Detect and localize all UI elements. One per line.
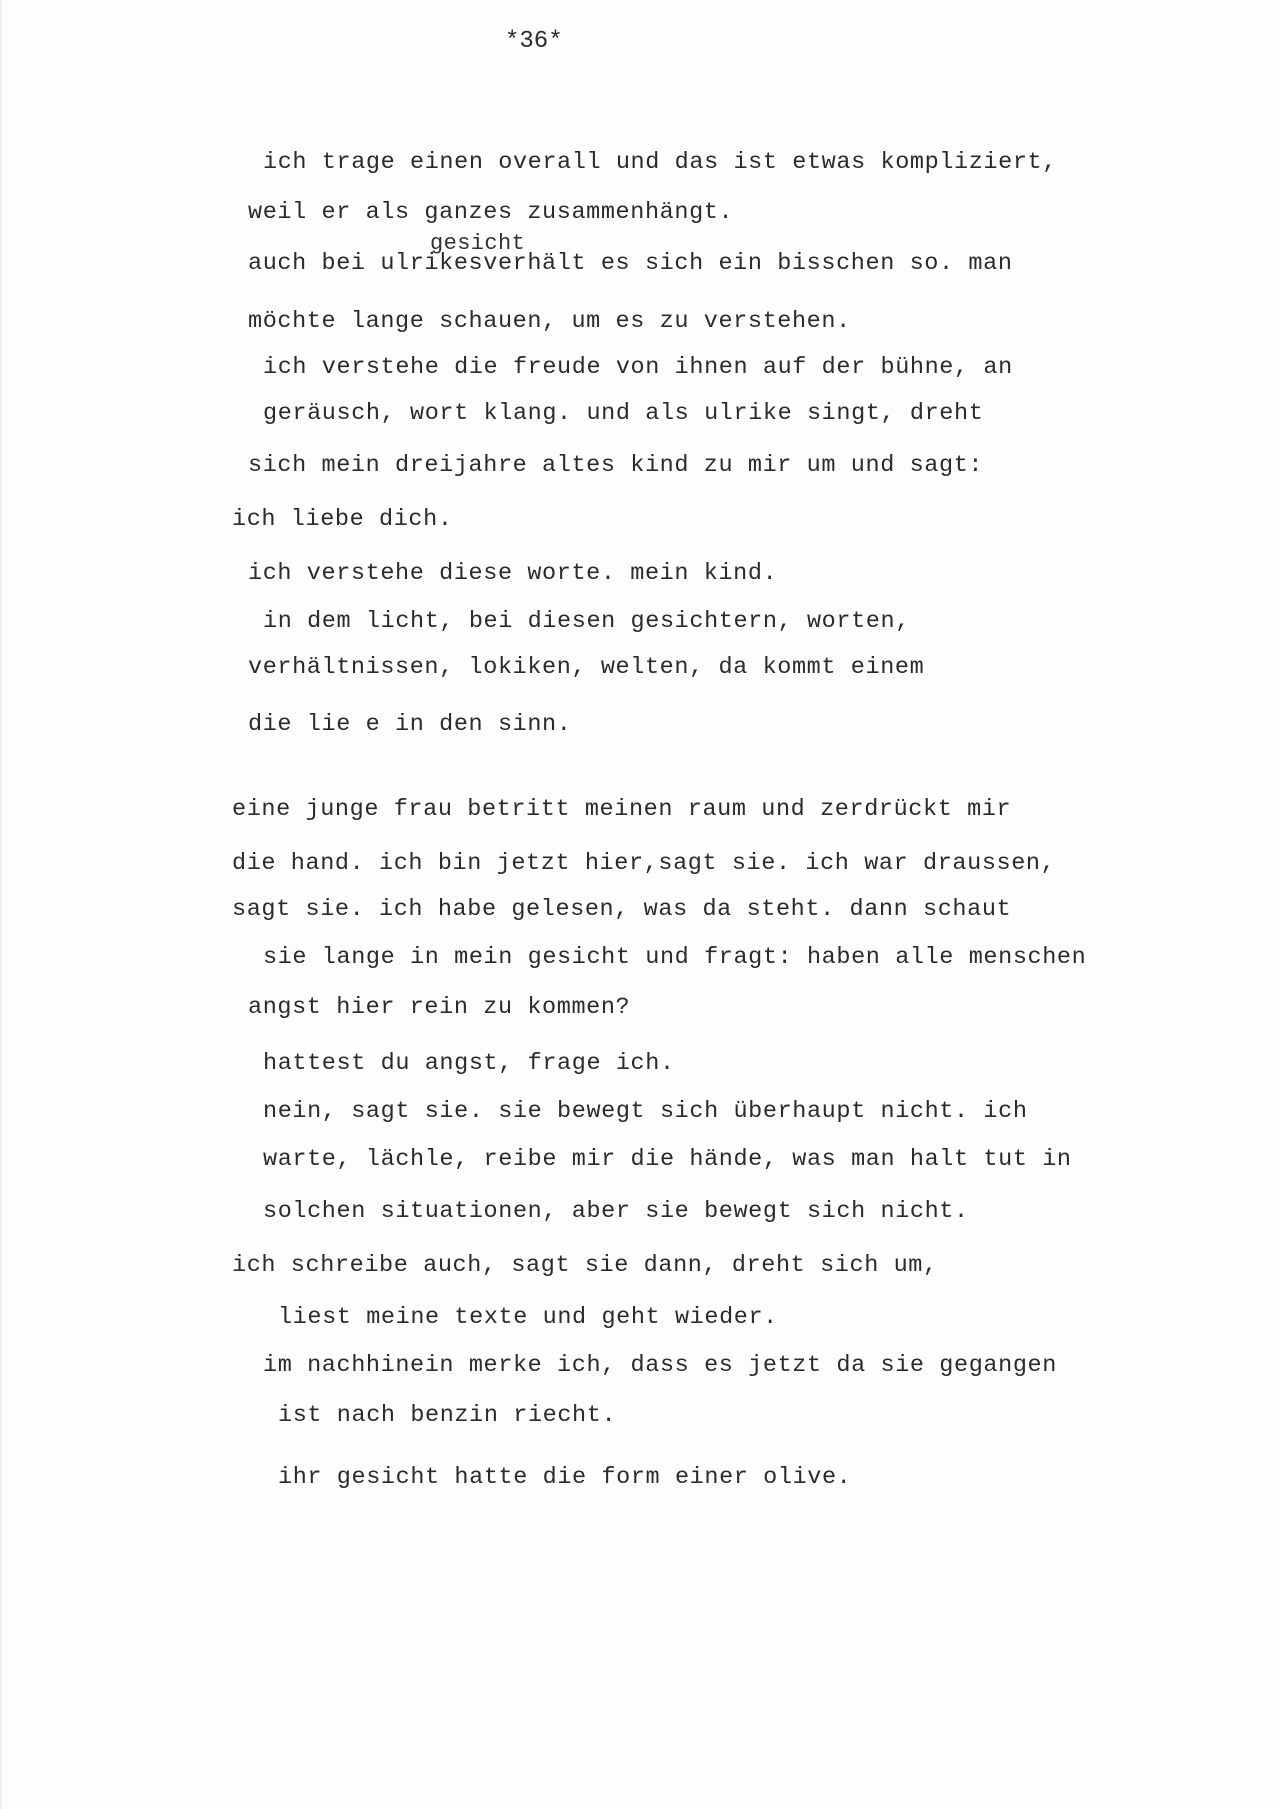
text-line: ich trage einen overall und das ist etwas kompliziert,	[263, 149, 1057, 176]
text-line: hattest du angst, frage ich.	[263, 1050, 675, 1077]
text-line: ist nach benzin riecht.	[278, 1402, 617, 1429]
text-line: sagt sie. ich habe gelesen, was da steht. dann schaut	[232, 896, 1012, 923]
text-line: solchen situationen, aber sie bewegt sich nicht.	[263, 1198, 969, 1225]
text-line: nein, sagt sie. sie bewegt sich überhaupt nicht. ich	[263, 1098, 1028, 1125]
scan-edge-shadow	[0, 0, 3, 1809]
text-line: ich schreibe auch, sagt sie dann, dreht sich um,	[232, 1252, 938, 1279]
text-line: liest meine texte und geht wieder.	[278, 1304, 778, 1331]
page-number: *36*	[505, 28, 563, 55]
text-line: in dem licht, bei diesen gesichtern, worten,	[263, 608, 910, 635]
text-line: eine junge frau betritt meinen raum und zerdrückt mir	[232, 796, 1012, 823]
text-line: die hand. ich bin jetzt hier,sagt sie. ich war draussen,	[232, 850, 1056, 877]
text-line: ich liebe dich.	[232, 506, 453, 533]
text-line: geräusch, wort klang. und als ulrike singt, dreht	[263, 400, 984, 427]
text-line: auch bei ulrikesverhält es sich ein bisschen so. man	[248, 250, 1013, 277]
text-line: warte, lächle, reibe mir die hände, was man halt tut in	[263, 1146, 1072, 1173]
text-line: weil er als ganzes zusammenhängt.	[248, 199, 734, 226]
text-line: ich verstehe diese worte. mein kind.	[248, 560, 778, 587]
text-line: im nachhinein merke ich, dass es jetzt da sie gegangen	[263, 1352, 1057, 1379]
text-line: ich verstehe die freude von ihnen auf der bühne, an	[263, 354, 1013, 381]
text-line: verhältnissen, lokiken, welten, da kommt einem	[248, 654, 925, 681]
text-line: sich mein dreijahre altes kind zu mir um und sagt:	[248, 452, 984, 479]
text-line: angst hier rein zu kommen?	[248, 994, 631, 1021]
text-line: möchte lange schauen, um es zu verstehen.	[248, 308, 851, 335]
handwritten-insertion: gesicht	[430, 231, 526, 256]
text-line: sie lange in mein gesicht und fragt: haben alle menschen	[263, 944, 1087, 971]
text-line: ihr gesicht hatte die form einer olive.	[278, 1464, 852, 1491]
text-line: die lie e in den sinn.	[248, 711, 572, 738]
